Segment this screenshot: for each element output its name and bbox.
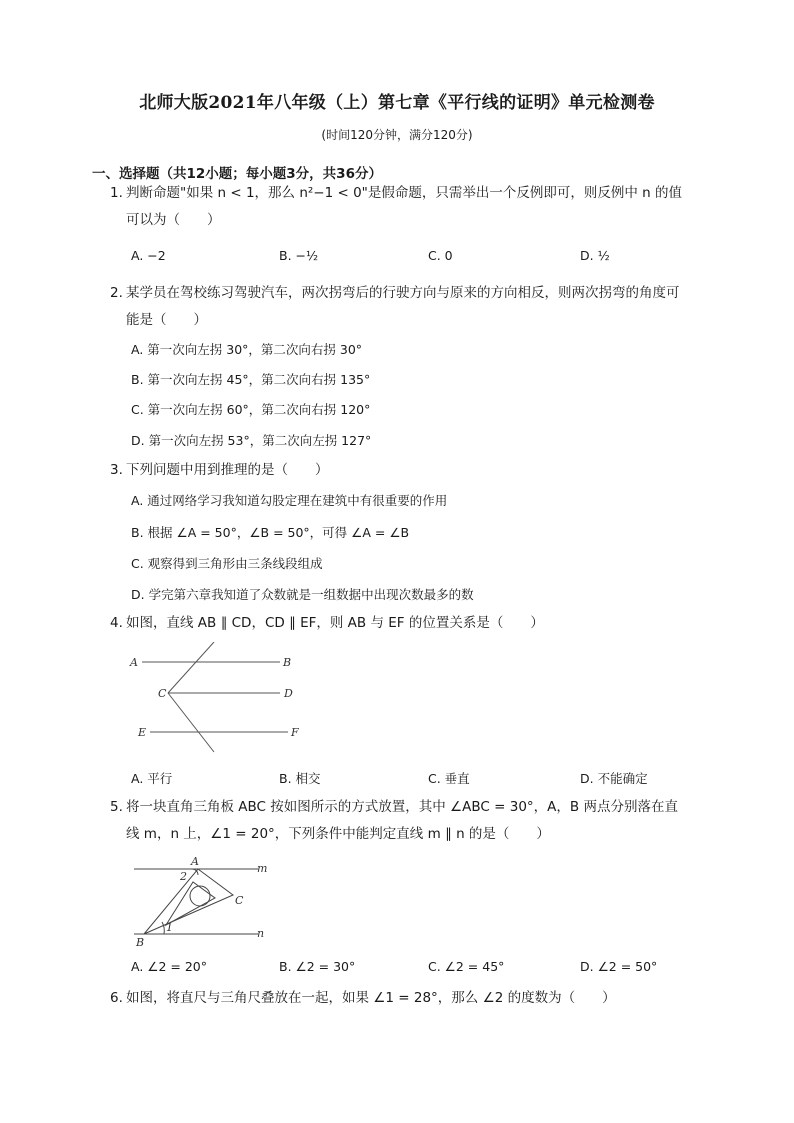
option-c: C. 0 bbox=[428, 248, 453, 263]
angle-label-2: 2 bbox=[180, 870, 187, 883]
option-d: D. ½ bbox=[580, 248, 610, 263]
point-label-b: B bbox=[136, 936, 145, 949]
option-d: D. ∠2 = 50° bbox=[580, 959, 658, 974]
question-4 bbox=[110, 610, 710, 637]
option-a: A. 通过网络学习我知道勾股定理在建筑中有很重要的作用 bbox=[131, 493, 448, 508]
question-stem-line1: 将一块直角三角板 ABC 按如图所示的方式放置，其中 ∠ABC = 30°，A，B 两点分别落在直 bbox=[126, 799, 678, 815]
triangle-inner bbox=[166, 882, 215, 925]
option-d: D. 不能确定 bbox=[580, 771, 648, 786]
point-label-c: C bbox=[158, 687, 167, 700]
option-c: C. 第一次向左拐 60°，第二次向右拐 120° bbox=[131, 402, 371, 417]
question-stem-line1: 下列问题中用到推理的是（ ） bbox=[126, 462, 329, 478]
option-a: A. 平行 bbox=[131, 771, 173, 786]
question-1 bbox=[110, 180, 710, 234]
triangle-hole bbox=[190, 886, 210, 906]
page-title: 北师大版2021年八年级（上）第七章《平行线的证明》单元检测卷 bbox=[139, 93, 655, 113]
option-c: C. ∠2 = 45° bbox=[428, 959, 505, 974]
point-label-e: E bbox=[138, 726, 147, 739]
question-stem-line1: 判断命题"如果 n < 1，那么 n²−1 < 0"是假命题，只需举出一个反例即可，则反例中 n 的值 bbox=[126, 185, 683, 201]
question-stem-line2: 能是（ ） bbox=[126, 312, 207, 328]
question-6 bbox=[110, 985, 710, 1012]
option-b: B. −½ bbox=[279, 248, 319, 263]
figure-parallel-lines bbox=[128, 642, 308, 754]
question-stem-line1: 某学员在驾校练习驾驶汽车，两次拐弯后的行驶方向与原来的方向相反，则两次拐弯的角度可 bbox=[126, 285, 680, 301]
question-number: 5. bbox=[110, 799, 123, 815]
transversal-lower bbox=[168, 693, 214, 752]
question-2 bbox=[110, 280, 710, 334]
question-number: 4. bbox=[110, 615, 123, 631]
exam-info: (时间120分钟，满分120分) bbox=[321, 128, 473, 142]
point-label-d: D bbox=[284, 687, 293, 700]
point-label-a: A bbox=[191, 855, 199, 868]
question-3 bbox=[110, 457, 710, 484]
line-label-m: m bbox=[257, 862, 268, 875]
question-stem-line1: 如图，直线 AB ∥ CD，CD ∥ EF，则 AB 与 EF 的位置关系是（ ） bbox=[126, 615, 544, 631]
option-c: C. 垂直 bbox=[428, 771, 470, 786]
option-a: A. 第一次向左拐 30°，第二次向右拐 30° bbox=[131, 342, 363, 357]
option-c: C. 观察得到三角形由三条线段组成 bbox=[131, 556, 323, 571]
option-b: B. ∠2 = 30° bbox=[279, 959, 356, 974]
question-stem-line2: 可以为（ ） bbox=[126, 212, 221, 228]
question-number: 2. bbox=[110, 285, 123, 301]
option-b: B. 根据 ∠A = 50°，∠B = 50°，可得 ∠A = ∠B bbox=[131, 525, 410, 540]
point-label-a: A bbox=[130, 656, 138, 669]
transversal-upper bbox=[168, 642, 214, 693]
question-stem-line1: 如图，将直尺与三角尺叠放在一起，如果 ∠1 = 28°，那么 ∠2 的度数为（ ） bbox=[126, 990, 616, 1006]
option-b: B. 第一次向左拐 45°，第二次向右拐 135° bbox=[131, 372, 371, 387]
question-number: 6. bbox=[110, 990, 123, 1006]
point-label-b: B bbox=[283, 656, 292, 669]
question-number: 1. bbox=[110, 185, 123, 201]
question-number: 3. bbox=[110, 462, 123, 478]
option-d: D. 第一次向左拐 53°，第二次向左拐 127° bbox=[131, 433, 372, 448]
option-d: D. 学完第六章我知道了众数就是一组数据中出现次数最多的数 bbox=[131, 587, 474, 602]
point-label-c: C bbox=[235, 894, 244, 907]
line-label-n: n bbox=[257, 927, 265, 940]
option-a: A. ∠2 = 20° bbox=[131, 959, 208, 974]
option-b: B. 相交 bbox=[279, 771, 321, 786]
question-5 bbox=[110, 794, 710, 848]
angle-1-arc bbox=[162, 922, 164, 934]
section-heading: 一、选择题（共12小题；每小题3分，共36分） bbox=[92, 166, 382, 182]
triangle-abc bbox=[144, 869, 233, 934]
point-label-f: F bbox=[291, 726, 299, 739]
option-a: A. −2 bbox=[131, 248, 166, 263]
question-stem-line2: 线 m，n 上，∠1 = 20°，下列条件中能判定直线 m ∥ n 的是（ ） bbox=[126, 826, 550, 842]
figure-triangle-ruler bbox=[130, 852, 270, 952]
angle-label-1: 1 bbox=[166, 921, 173, 934]
